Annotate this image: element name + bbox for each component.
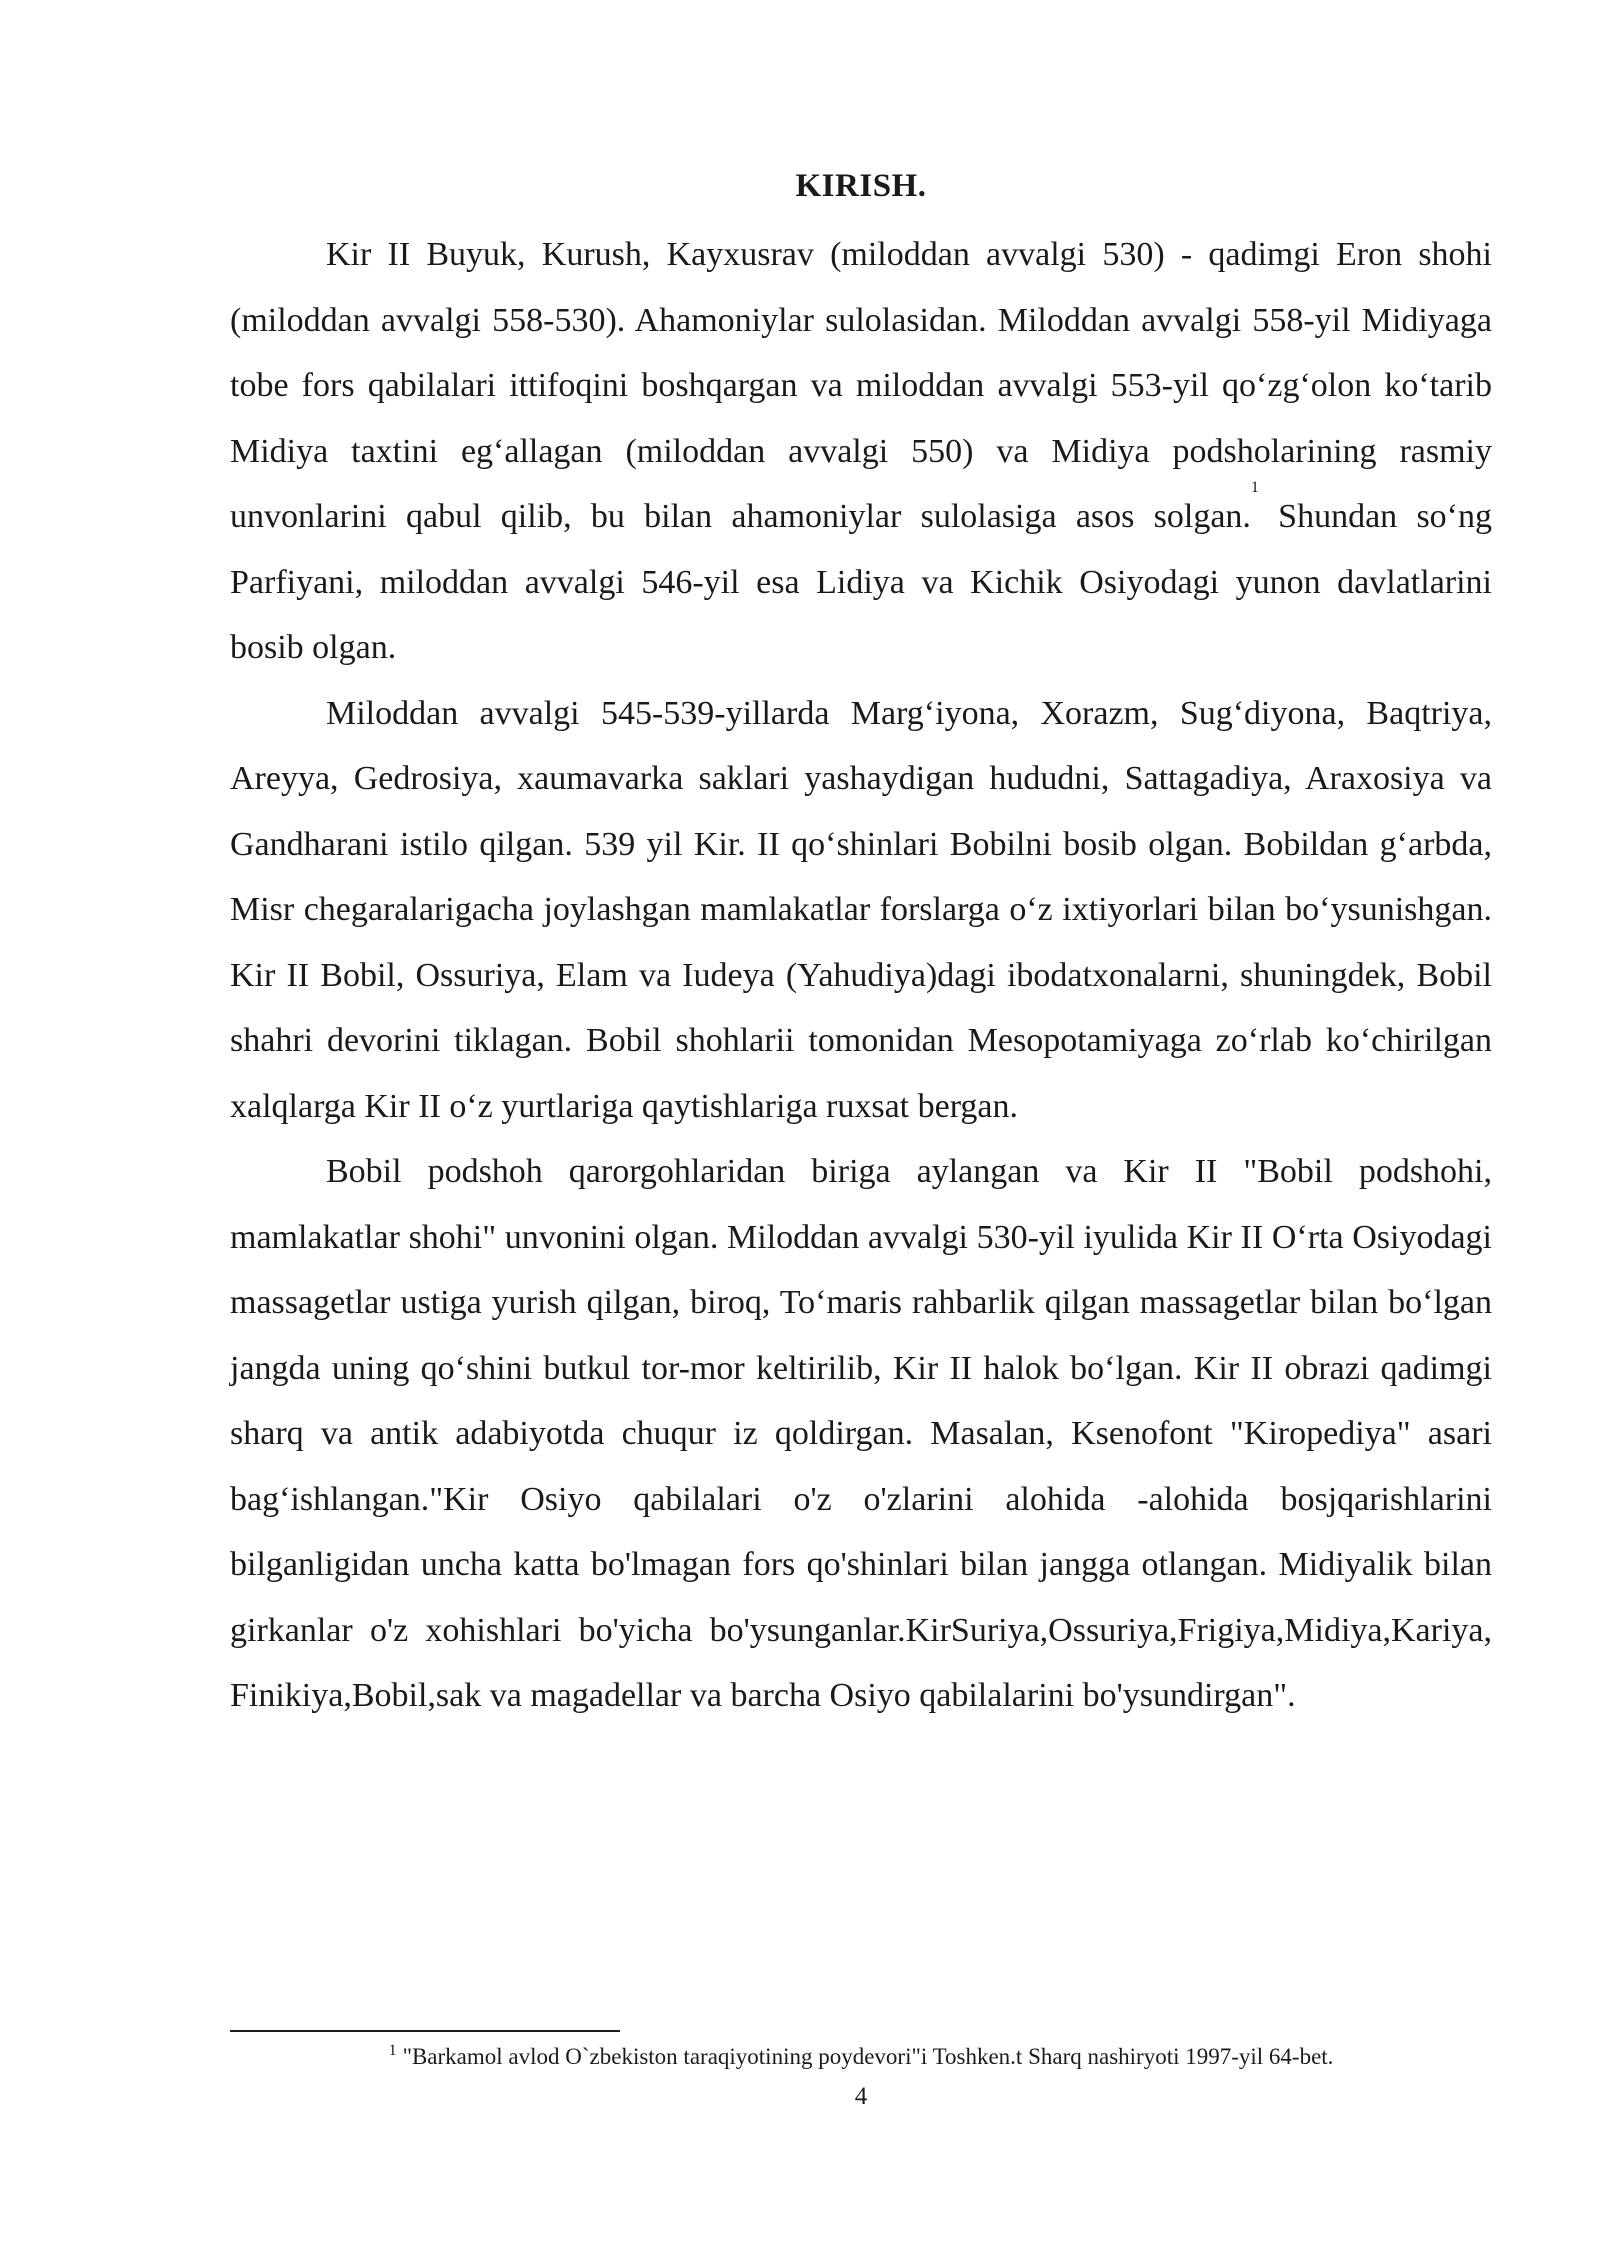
page-heading: KIRISH. (795, 168, 927, 204)
paragraph-3: Bobil podshoh qarorgohlaridan biriga aylangan va Kir II "Bobil podshohi, mamlakatlar shohi" unvonini olgan. Miloddan avvalgi 530-yil iyulida Kir II O‘rta Osiyodagi massagetlar ustiga yurish qilgan, biroq, To‘maris rahbarlik qilgan massagetlar bilan bo‘lgan jangda uning qo‘shini butkul tor-mor keltirilib, Kir II halok bo‘lgan. Kir II obrazi qadimgi sharq va antik adabiyotda chuqur iz qoldirgan. Masalan, Ksenofont "Kiropediya" asari bag‘ishlangan."Kir Osiyo qabilalari o'z o'zlarini alohida -alohida bosjqarishlarini bilganligidan uncha katta bo'lmagan fors qo'shinlari bilan jangga otlangan. Midiyalik bilan girkanlar o'z xohishlari bo'yicha bo'ysunganlar.KirSuriya,Ossuriya,Frigiya,Midiya,Kariya, Finikiya,Bobil,sak va magadellar va barcha Osiyo qabilalarini bo'ysundirgan". (230, 1153, 1492, 1714)
page-number: 4 (854, 2083, 868, 2110)
paragraph-2: Miloddan avvalgi 545-539-yillarda Marg‘iyona, Xorazm, Sug‘diyona, Baqtriya, Areyya, Gedrosiya, xaumavarka saklari yashaydigan hududni, Sattagadiya, Araxosiya va Gandharani istilo qilgan. 539 yil Kir. II qo‘shinlari Bobilni bosib olgan. Bobildan g‘arbda, Misr chegaralarigacha joylashgan mamlakatlar forslarga o‘z ixtiyorlari bilan bo‘ysunishgan. Kir II Bobil, Ossuriya, Elam va Iudeya (Yahudiya)dagi ibodatxonalarni, shuningdek, Bobil shahri devorini tiklagan. Bobil shohlarii tomonidan Mesopotamiyaga zo‘rlab ko‘chirilgan xalqlarga Kir II o‘z yurtlariga qaytishlariga ruxsat bergan. (230, 694, 1492, 1125)
paragraph-1 (230, 222, 1492, 681)
paragraph-1-continuation: Shundan so‘ng Parfiyani, miloddan avvalgi 546-yil esa Lidiya va Kichik Osiyodagi yunon davlatlarini bosib olgan. (230, 498, 1492, 666)
footnote-mark: 1 (388, 2042, 397, 2059)
footnote-reference[interactable]: 1 (1250, 479, 1259, 496)
body-text (230, 222, 1492, 1729)
footnote-text: "Barkamol avlod O`zbekiston taraqiyotining poydevori"i Toshken.t Sharq nashiryoti 1997-yil 64-bet. (402, 2044, 1334, 2069)
paragraph-1-text: Kir II Buyuk, Kurush, Kayxusrav (miloddan avvalgi 530) - qadimgi Eron shohi (miloddan avvalgi 558-530). Ahamoniylar sulolasidan. Miloddan avvalgi 558-yil Midiyaga tobe fors qabilalari ittifoqini boshqargan va miloddan avvalgi 553-yil qo‘zg‘olon ko‘tarib Midiya taxtini eg‘allagan (miloddan avvalgi 550) va Midiya podsholarining rasmiy unvonlarini qabul qilib, bu bilan ahamoniylar sulolasiga asos solgan. (230, 236, 1492, 535)
footnote-separator (230, 2030, 620, 2032)
footnote (230, 2042, 1492, 2075)
